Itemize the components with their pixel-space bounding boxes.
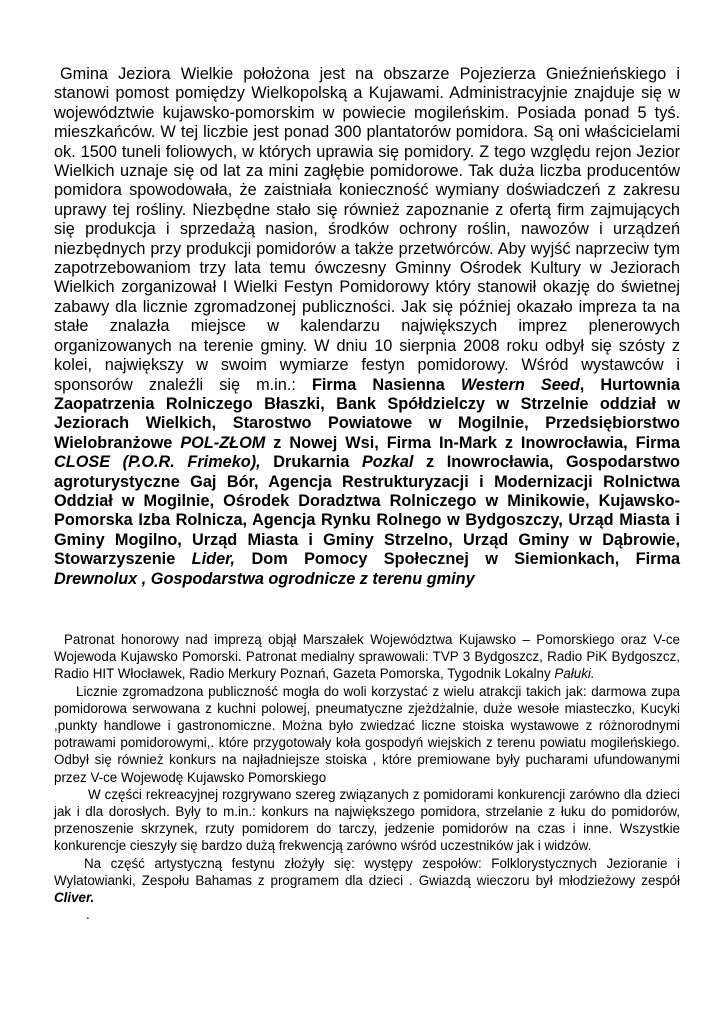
attractions-paragraph: Licznie zgromadzona publiczność mogła do woli korzystać z wielu atrakcji takich jak: darmowa zupa pomidorowa serwowana z kuchni polowej, pneumatyczne zjeżdżalnie, duże wesołe miasteczko, Kucyki ,punkty handlowe i gastronomiczne. Można było zwiedzać liczne stoiska wystawowe z różnorodnymi potrawami pomidorowymi,. które przygotowały koła gospodyń wiejskich z terenu powiatu mogileńskiego. Odbył się również konkurs na najładniejsze stoiska , które premiowane były pucharami ufundowanymi przez V-ce Wojewodę Kujawsko Pomorskiego	[54, 683, 680, 785]
competitions-paragraph: W części rekreacyjnej rozgrywano szereg związanych z pomidorami konkurencji zarówno dla dzieci jak i dla dorosłych. Były to m.in.: konkurs na największego pomidora, strzelanie z łuku do pomidorów, przenoszenie skrzynek, rzuty pomidorem do tarczy, jedzenie pomidorów na czas i inne. Wszystkie konkurencje cieszyły się bardzo dużą frekwencją zarówno wśród uczestników jak i widzów.	[54, 786, 680, 854]
intro-text: Gmina Jeziora Wielkie położona jest na obszarze Pojezierza Gnieźnieńskiego i stanowi pomost pomiędzy Wielkopolską a Kujawami. Administracyjnie znajduje się w województwie kujawsko-pomorskim w powiecie mogileńskim. Posiada ponad 5 tyś. mieszkańców. W tej liczbie jest ponad 300 plantatorów pomidora. Są oni właścicielami ok. 1500 tuneli foliowych, w których uprawia się pomidory. Z tego względu rejon Jezior Wielkich uznaje się od lat za mini zagłębie pomidorowe. Tak duża liczba producentów pomidora spowodowała, że zaistniała konieczność wymiany doświadczeń z zakresu uprawy tej rośliny. Niezbędne stało się również zapoznanie z ofertą firm zajmujących się produkcja i sprzedażą nasion, środków ochrony roślin, nawozów i urządzeń niezbędnych przy produkcji pomidorów a także przetwórców. Aby wyjść naprzeciw tym zapotrzebowaniom trzy lata temu ówczesny Gminny Ośrodek Kultury w Jeziorach Wielkich zorganizował I Wielki Festyn Pomidorowy który stanowił okazję do świetnej zabawy dla licznie zgromadzonej publiczności. Jak się później okazało impreza ta na stałe znalazła miejsce w kalendarzu największych imprez plenerowych organizowanych na terenie gminy. W dniu 10 sierpnia 2008 roku odbył się szósty z kolei, największy w swoim wymiarze festyn pomidorowy. Wśród wystawców i sponsorów znaleźli się m.in.:	[54, 65, 680, 394]
body-section	[54, 631, 680, 923]
sponsor-name-emphasis: POL-ZŁOM	[180, 433, 266, 452]
sponsor-name-emphasis: Western Seed	[460, 375, 580, 394]
patronage-text: Patronat honorowy nad imprezą objął Marszałek Województwa Kujawsko – Pomorskiego oraz V-ce Wojewoda Kujawsko Pomorski. Patronat medialny sprawowali: TVP 3 Bydgoszcz, Radio PiK Bydgoszcz, Radio HIT Włocławek, Radio Merkury Poznań, Gazeta Pomorska, Tygodnik Lokalny	[54, 632, 680, 682]
sponsor-text: , Hurtownia Zaopatrzenia Rolniczego Błaszki, Bank Spółdzielczy w Strzelnie oddział w Jeziorach Wielkich, Starostwo Powiatowe w Mogilnie, Przedsiębiorstwo Wielobranżowe	[54, 375, 680, 452]
newspaper-name: Pałuki.	[554, 666, 595, 682]
sponsor-text: Firma Nasienna	[311, 375, 461, 394]
sponsor-name-emphasis: Lider,	[191, 550, 236, 569]
sponsor-name-emphasis: Pozkal	[361, 453, 414, 472]
intro-paragraph	[54, 65, 680, 589]
patronage-paragraph	[54, 631, 680, 683]
sponsor-text: Drukarnia	[260, 453, 362, 472]
trailing-dot: .	[86, 907, 90, 923]
artistic-paragraph	[54, 855, 680, 907]
sponsor-text: z Inowrocławia, Gospodarstwo agroturystyczne Gaj Bór, Agencja Restrukturyzacji i Modernizacji Rolnictwa Oddział w Mogilnie, Ośrodek Doradztwa Rolniczego w Minikowie, Kujawsko-Pomorska Izba Rolnicza, Agencja Rynku Rolnego w Bydgoszczy, Urząd Miasta i Gminy Mogilno, Urząd Miasta i Gminy Strzelno, Urząd Gminy w Dąbrowie, Stowarzyszenie	[54, 453, 680, 569]
sponsor-text: z Nowej Wsi, Firma In-Mark z Inowrocławia, Firma	[265, 433, 680, 452]
sponsor-name-emphasis: Drewnolux , Gospodarstwa ogrodnicze z terenu gminy	[54, 569, 475, 588]
artistic-text: Na część artystyczną festynu złożyły się: występy zespołów: Folklorystycznych Jezioranie i Wylatowianki, Zespołu Bahamas z programem dla dzieci . Gwiazdą wieczoru był młodzieżowy zespół	[54, 855, 680, 888]
sponsor-name-emphasis: CLOSE (P.O.R. Frimeko),	[54, 453, 261, 472]
band-name: Cliver.	[54, 890, 95, 906]
sponsor-text: Dom Pomocy Społecznej w Siemionkach, Firma	[235, 550, 680, 569]
